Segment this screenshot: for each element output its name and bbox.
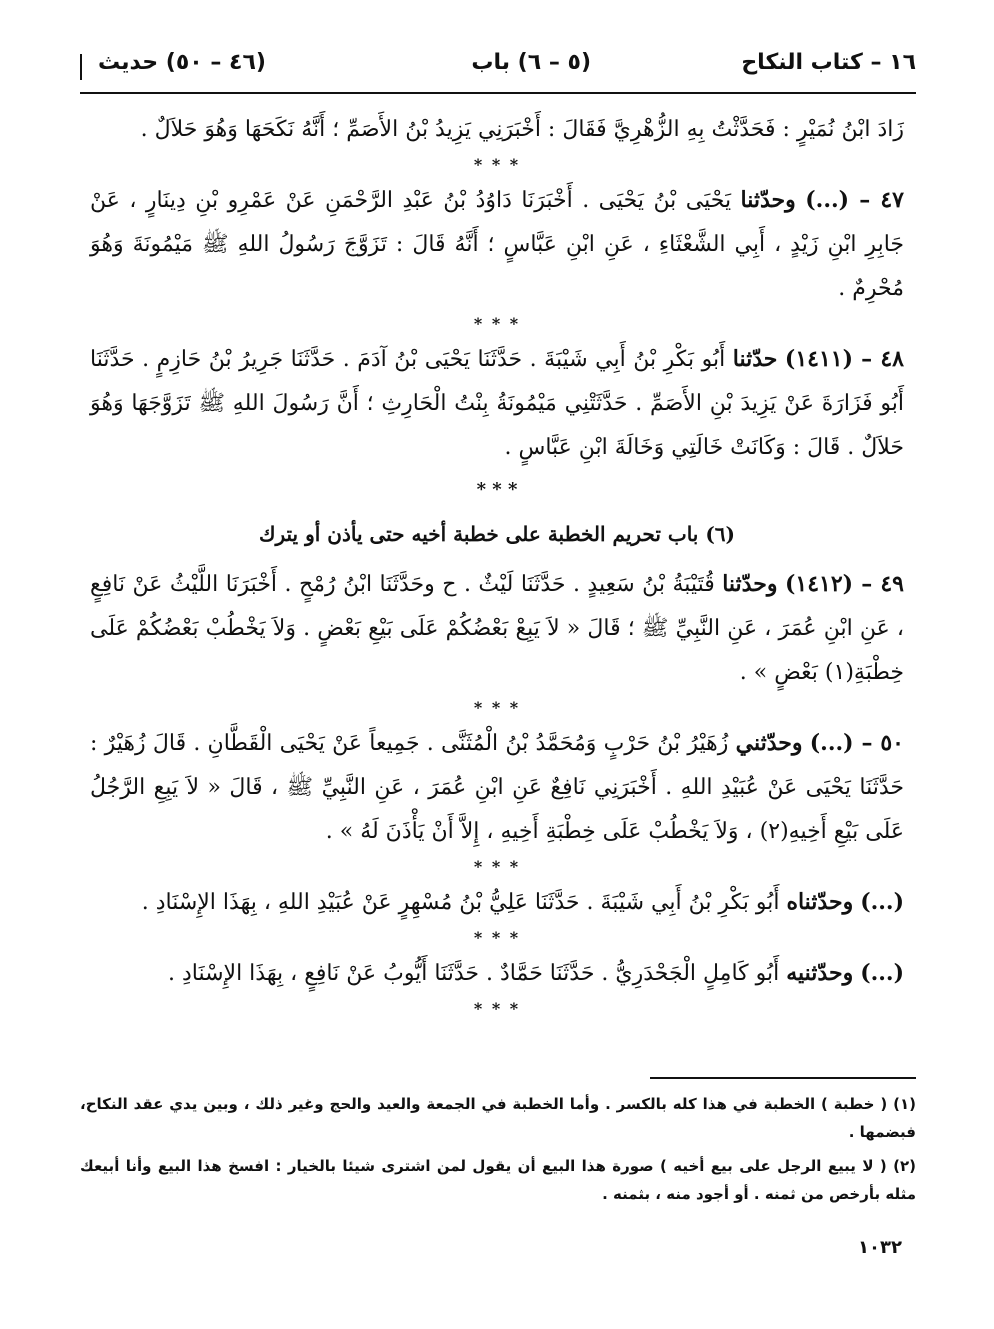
footnote-rule xyxy=(650,1077,916,1079)
hadith-lead: وحدّثنا xyxy=(740,187,796,213)
header-tick-mark xyxy=(80,54,82,80)
page-number: ١٠٣٢ xyxy=(858,1237,902,1258)
hadith-50 xyxy=(90,721,904,854)
paragraph-1: زَادَ ابْنُ نُمَيْرٍ : فَحَدَّثْتُ بِهِ الزُّهْرِيَّ فَقَالَ : أَخْبَرَنِي يَزِيدُ بْنُ الأَصَمِّ ؛ أَنَّهُ نَكَحَهَا وَهُوَ حَلاَلٌ . xyxy=(140,117,904,142)
hadith-number: (...) xyxy=(860,960,904,986)
hadith-number: ٤٩ – (١٤١٢) xyxy=(784,571,904,597)
separator-stars: * * * xyxy=(473,999,521,1018)
hadith-lead: وحدّثناه xyxy=(786,889,854,915)
page-header xyxy=(80,44,916,94)
hadith-text: أَبُو بَكْرِ بْنُ أَبِي شَيْبَةَ . حَدَّثَنَا عَلِيُّ بْنُ مُسْهِرٍ عَنْ عُبَيْدِ اللهِ ، بِهَذَا الإِسْنَادِ . xyxy=(141,890,780,915)
hadith-lead: وحدّثني xyxy=(735,730,803,756)
separator-stars: * * * xyxy=(473,698,521,717)
hadith-number: ٤٨ – (١٤١١) xyxy=(784,346,904,372)
separator-stars: * * * xyxy=(473,155,521,174)
hadith-50-chain-2 xyxy=(90,880,904,925)
footnote-1: (١) ( خطبة ) الخطبة في هذا كله بالكسر . وأما الخطبة في الجمعة والعيد والحج وغير ذلك ، وبين يدي عقد النكاح، فبضمها . xyxy=(80,1095,916,1141)
separator-stars: * * * xyxy=(473,314,521,333)
hadith-lead: وحدّثنيه xyxy=(786,960,854,986)
hadith-text: يَحْيَى بْنُ يَحْيَى . أَخْبَرَنَا دَاوُدُ بْنُ عَبْدِ الرَّحْمَنِ عَنْ عَمْرِو بْنِ دِينَارٍ ، عَنْ جَابِرِ ابْنِ زَيْدٍ ، أَبِي الشَّعْثَاءِ ، عَنِ ابْنِ عَبَّاسٍ ؛ أَنَّهُ قَالَ : تَزَوَّجَ رَسُولُ اللهِ ﷺ مَيْمُونَةَ وَهُوَ مُحْرِمٌ . xyxy=(90,188,904,301)
bab-range: (٥ – ٦) باب xyxy=(471,50,591,75)
hadith-text: أَبُو بَكْرِ بْنُ أَبِي شَيْبَةَ . حَدَّثَنَا يَحْيَى بْنُ آدَمَ . حَدَّثَنَا جَرِيرُ بْنُ حَازِمٍ . حَدَّثَنَا أَبُو فَزَارَةَ عَنْ يَزِيدَ بْنِ الأَصَمِّ . حَدَّثَتْنِي مَيْمُونَةُ بِنْتُ الْحَارِثِ ؛ أَنَّ رَسُولَ اللهِ ﷺ تَزَوَّجَهَا وَهُوَ حَلاَلٌ . قَالَ : وَكَانَتْ خَالَتِي وَخَالَةَ ابْنِ عَبَّاسٍ . xyxy=(90,347,904,460)
separator-stars: * * * xyxy=(473,857,521,876)
footnote-2: (٢) ( لا يبيع الرجل على بيع أخيه ) صورة هذا البيع أن يقول لمن اشترى شيئا بالخيار : افسخ هذا البيع وأنا أبيعك مثله بأرخص من ثمنه . أو أجود منه ، بثمنه . xyxy=(80,1157,916,1203)
chapter-heading: (٦) باب تحريم الخطبة على خطبة أخيه حتى يأذن أو يترك xyxy=(259,522,735,546)
section-separator-stars: * * * xyxy=(476,479,518,500)
hadith-lead: حدّثنا xyxy=(732,346,778,372)
separator-stars: * * * xyxy=(473,928,521,947)
hadith-lead: وحدّثنا xyxy=(722,571,778,597)
hadith-number: ٤٧ – (...) xyxy=(805,187,904,213)
hadith-number: (...) xyxy=(860,889,904,915)
hadith-50-chain-3 xyxy=(90,951,904,996)
hadith-range: (٤٦ – ٥٠) حديث xyxy=(98,50,266,75)
hadith-48 xyxy=(90,337,904,470)
hadith-49 xyxy=(90,562,904,695)
hadith-text: قُتَيْبَةُ بْنُ سَعِيدٍ . حَدَّثَنَا لَيْثٌ . ح وحَدَّثَنَا ابْنُ رُمْحٍ . أَخْبَرَنَا اللَّيْثُ عَنْ نَافِعٍ ، عَنِ ابْنِ عُمَرَ ، عَنِ النَّبِيِّ ﷺ ؛ قَالَ « لاَ يَبِعْ بَعْضُكُمْ عَلَى بَيْعِ بَعْضٍ . وَلاَ يَخْطُبْ بَعْضُكُمْ عَلَى خِطْبَةِ(١) بَعْضٍ » . xyxy=(90,572,904,685)
main-text xyxy=(90,108,904,1022)
hadith-text: زُهَيْرُ بْنُ حَرْبٍ وَمُحَمَّدُ بْنُ الْمُثَنَّى . جَمِيعاً عَنْ يَحْيَى الْقَطَّانِ . قَالَ زُهَيْرٌ : حَدَّثَنَا يَحْيَى عَنْ عُبَيْدِ اللهِ . أَخْبَرَنِي نَافِعٌ عَنِ ابْنِ عُمَرَ ، عَنِ النَّبِيِّ ﷺ ، قَالَ « لاَ يَبِعِ الرَّجُلُ عَلَى بَيْعِ أَخِيهِ(٢) ، وَلاَ يَخْطُبْ عَلَى خِطْبَةِ أَخِيهِ ، إِلاَّ أَنْ يَأْذَنَ لَهُ » . xyxy=(90,731,904,844)
book-title: ١٦ – كتاب النكاح xyxy=(741,50,916,75)
hadith-number: ٥٠ – (...) xyxy=(809,730,904,756)
footnotes xyxy=(80,1090,916,1214)
hadith-47 xyxy=(90,178,904,311)
hadith-text: أَبُو كَامِلٍ الْجَحْدَرِيُّ . حَدَّثَنَا حَمَّادٌ . حَدَّثَنَا أَيُّوبُ عَنْ نَافِعٍ ، بِهَذَا الإِسْنَادِ . xyxy=(167,961,780,986)
